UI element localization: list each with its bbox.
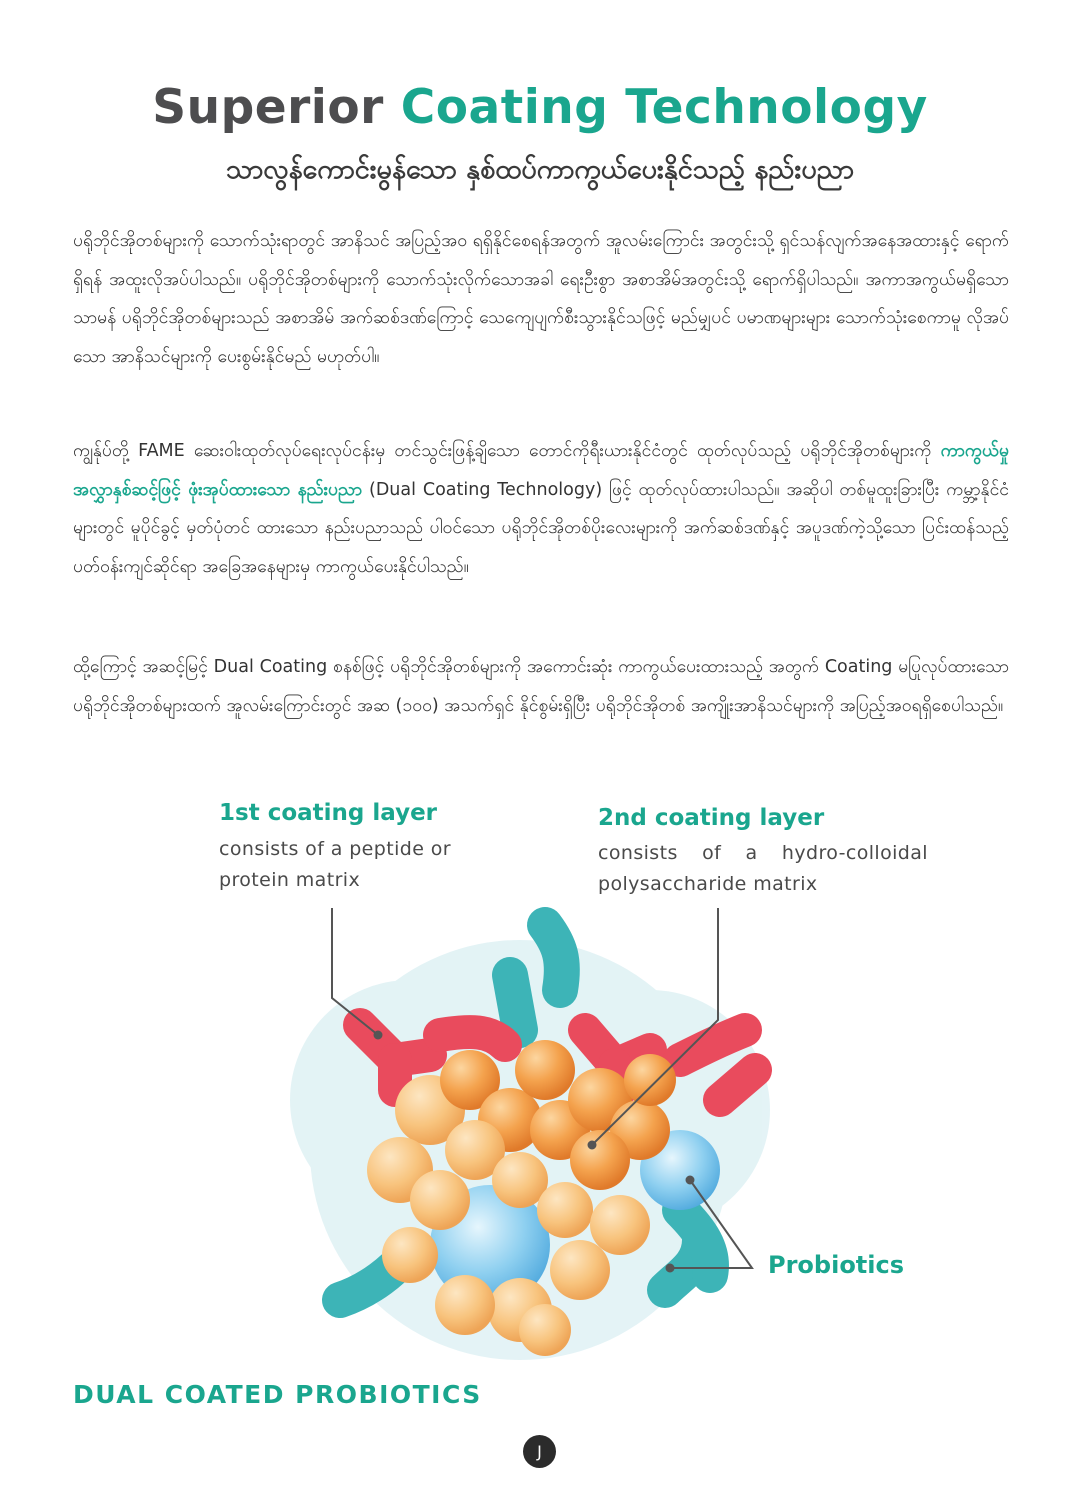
paragraph-1: ပရိုဘိုင်အိုတစ်များကို သောက်သုံးရာတွင် အာနိသင် အပြည့်အဝ ရရှိနိုင်စေရန်အတွက် အူလမ်းကြောင်း အတွင်းသို့ ရှင်သန်လျက်အနေအထားနှင့် ရောက်ရှိရန် အထူးလိုအပ်ပါသည်။ ပရိုဘိုင်အိုတစ်များကို သောက်သုံးလိုက်သောအခါ ရေးဦးစွာ အစာအိမ်အတွင်းသို့ ရောက်ရှိပါသည်။ အကာအကွယ်မရှိသော သာမန် ပရိုဘိုင်အိုတစ်များသည် အစာအိမ် အက်ဆစ်ဒဏ်ကြောင့် သေကျေပျက်စီးသွားနိုင်သဖြင့် မည်မျှပင် ပမာဏများများ သောက်သုံးစေကာမူ လိုအပ်သော အာနိသင်များကို ပေးစွမ်းနိုင်မည် မဟုတ်ပါ။ [73,231,1009,367]
paragraph-2-tail: (Dual Coating Technology) ဖြင့် ထုတ်လုပ်ထားပါသည်။ အဆိုပါ တစ်မူထူးခြားပြီး ကမ္ဘာ့နိုင်ငံများတွင် မူပိုင်ခွင့် မှတ်ပုံတင် ထားသော နည်းပညာသည် ပါဝင်သော ပရိုဘိုင်အိုတစ်ပိုးလေးများကို အက်ဆစ်ဒဏ်နှင့် အပူဒဏ်ကဲ့သို့သော ပြင်းထန်သည့် ပတ်ဝန်းကျင်ဆိုင်ရာ အခြေအနေများမှ ကာကွယ်ပေးနိုင်ပါသည်။ [73,479,1009,577]
layer-1-title: 1st coating layer [219,800,438,826]
page-subtitle: သာလွန်ကောင်းမွန်သော နှစ်ထပ်ကာကွယ်ပေးနိုင်သည့် နည်းပညာ [226,154,854,185]
layer-1-description: consists of a peptide or protein matrix [219,838,451,891]
layer-2-title: 2nd coating layer [598,805,825,831]
probiotics-label: Probiotics [768,1251,905,1279]
paragraph-2-lead: ကျွန်ုပ်တို့ FAME ဆေးဝါးထုတ်လုပ်ရေးလုပ်ငန်းမှ တင်သွင်းဖြန့်ချိသော တောင်ကိုရီးယားနိုင်ငံတွင် ထုတ်လုပ်သည့် ပရိုဘိုင်အိုတစ်များကို [73,441,941,461]
paragraph-3: ထို့ကြောင့် အဆင့်မြင့် Dual Coating စနစ်ဖြင့် ပရိုဘိုင်အိုတစ်များကို အကောင်းဆုံး ကာကွယ်ပေးထားသည့် အတွက် Coating မပြုလုပ်ထားသော ပရိုဘိုင်အိုတစ်များထက် အူလမ်းကြောင်းတွင် အဆ (၁၀၀) အသက်ရှင် နိုင်စွမ်းရှိပြီး ပရိုဘိုင်အိုတစ် အကျိုးအာနိသင်များကို အပြည့်အဝရရှိစေပါသည်။ [73,657,1009,716]
paragraph-2-highlight: ကာကွယ်မှုအလွှာနှစ်ဆင့်ဖြင့် ဖုံးအုပ်ထားသော နည်းပညာ [73,441,1009,500]
section-title: DUAL COATED PROBIOTICS [73,1380,482,1409]
title-part-1: Superior [152,80,384,135]
layer-2-description: consists of a hydro-colloidal polysaccharide matrix [598,842,928,895]
title-part-2: Coating Technology [400,80,928,135]
page-badge: J [523,1435,556,1468]
